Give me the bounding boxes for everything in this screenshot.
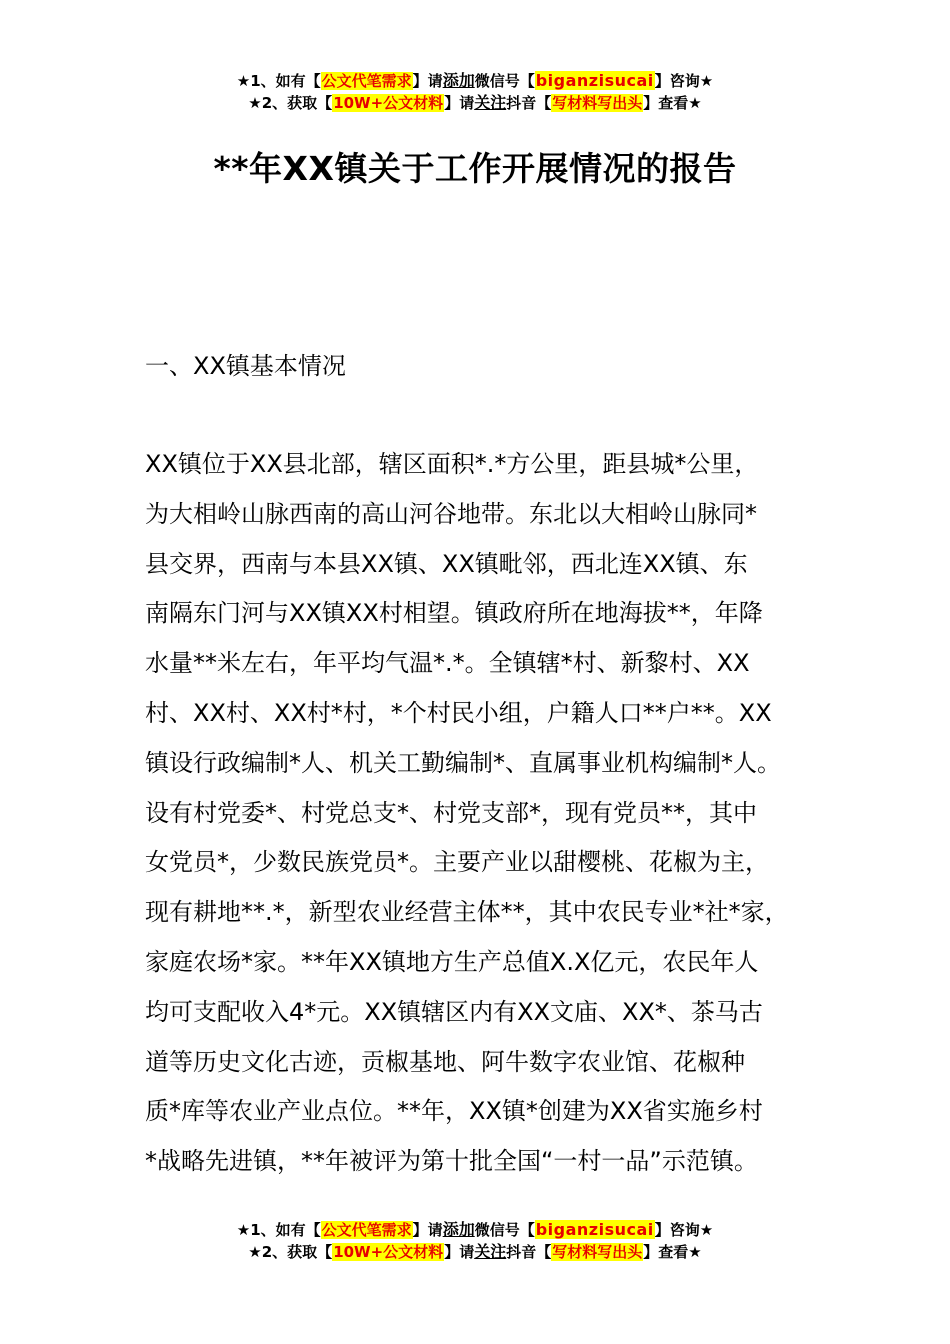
- section-heading: 一、XX镇基本情况: [145, 352, 346, 380]
- paragraph-line: 设有村党委*、村党总支*、村党支部*，现有党员**，其中: [145, 798, 757, 827]
- banner-text: 】请: [412, 72, 443, 90]
- paragraph-line: 为大相岭山脉西南的高山河谷地带。东北以大相岭山脉同*: [145, 499, 757, 528]
- banner-text: 】查看★: [643, 1243, 702, 1261]
- body-paragraph: [145, 440, 825, 1187]
- paragraph-line: 镇设行政编制*人、机关工勤编制*、直属事业机构编制*人。: [145, 748, 781, 777]
- paragraph-line: XX镇位于XX县北部，辖区面积*.*方公里，距县城*公里，: [145, 450, 759, 478]
- banner-line-1: [0, 70, 950, 92]
- paragraph-line: 质*库等农业产业点位。**年，XX镇*创建为XX省实施乡村: [145, 1097, 763, 1126]
- banner-emphasis: 添加: [442, 1220, 475, 1239]
- banner-highlight: 写材料写出头: [552, 94, 643, 112]
- banner-text: 抖音【: [506, 1243, 552, 1261]
- document-title: **年XX镇关于工作开展情况的报告: [213, 149, 737, 188]
- banner-text: 】请: [444, 94, 475, 112]
- paragraph-line: 县交界，西南与本县XX镇、XX镇毗邻，西北连XX镇、东: [145, 549, 748, 578]
- banner-text: 】请: [412, 1221, 443, 1239]
- banner-text: 微信号【: [474, 1221, 535, 1239]
- banner-emphasis: 关注: [474, 1242, 507, 1261]
- banner-text: 】咨询★: [654, 1221, 714, 1239]
- banner-text: 】查看★: [643, 94, 702, 112]
- banner-highlight: 公文代笔需求: [321, 72, 412, 90]
- paragraph-line: 女党员*，少数民族党员*。主要产业以甜樱桃、花椒为主，: [145, 848, 769, 877]
- banner-highlight: 公文代笔需求: [321, 1221, 412, 1239]
- paragraph-line: 水量**米左右，年平均气温*.*。全镇辖*村、新黎村、XX: [145, 649, 750, 678]
- banner-text: ★2、获取【: [248, 94, 333, 112]
- bottom-banner: [0, 1219, 950, 1263]
- paragraph-line: *战略先进镇，**年被评为第十批全国“一村一品”示范镇。: [145, 1147, 758, 1176]
- banner-highlight: biganzisucai: [535, 71, 654, 90]
- banner-emphasis: 关注: [474, 93, 507, 112]
- paragraph-line: 南隔东门河与XX镇XX村相望。镇政府所在地海拔**，年降: [145, 599, 763, 628]
- paragraph-line: 村、XX村、XX村*村，*个村民小组，户籍人口**户**。XX: [145, 698, 772, 727]
- paragraph-line: 均可支配收入4*元。XX镇辖区内有XX文庙、XX*、茶马古: [145, 997, 763, 1026]
- paragraph-line: 现有耕地**.*，新型农业经营主体**，其中农民专业*社*家，: [145, 898, 789, 927]
- banner-highlight: 写材料写出头: [552, 1243, 643, 1261]
- banner-line-2: [0, 1241, 950, 1263]
- banner-text: ★1、如有【: [236, 72, 321, 90]
- banner-line-1: [0, 1219, 950, 1241]
- banner-highlight: biganzisucai: [535, 1220, 654, 1239]
- banner-highlight: 10W+公文材料: [333, 1243, 444, 1261]
- banner-highlight: 10W+公文材料: [333, 94, 444, 112]
- paragraph-line: 家庭农场*家。**年XX镇地方生产总值X.X亿元，农民年人: [145, 947, 759, 976]
- banner-text: 】咨询★: [654, 72, 714, 90]
- banner-emphasis: 添加: [442, 71, 475, 90]
- banner-text: 微信号【: [474, 72, 535, 90]
- paragraph-line: 道等历史文化古迹，贡椒基地、阿牛数字农业馆、花椒种: [145, 1047, 745, 1076]
- banner-line-2: [0, 92, 950, 114]
- top-banner: [0, 70, 950, 114]
- banner-text: ★1、如有【: [236, 1221, 321, 1239]
- banner-text: ★2、获取【: [248, 1243, 333, 1261]
- banner-text: 抖音【: [506, 94, 552, 112]
- banner-text: 】请: [444, 1243, 475, 1261]
